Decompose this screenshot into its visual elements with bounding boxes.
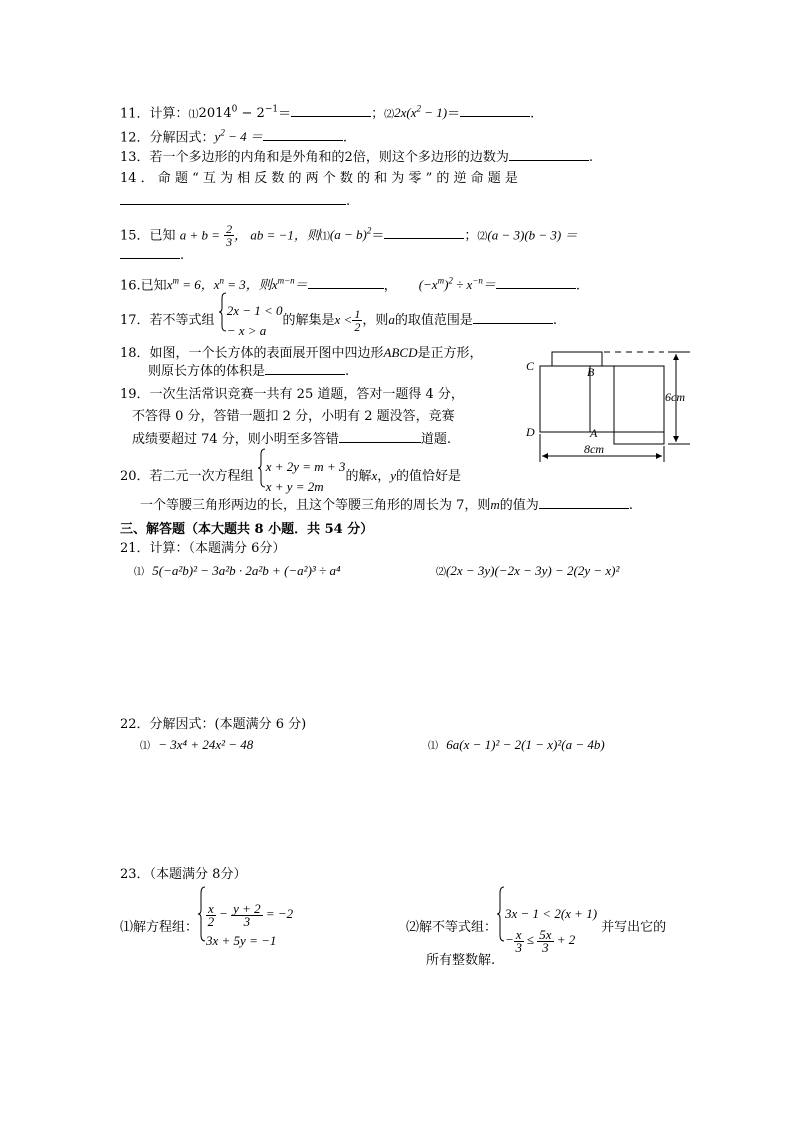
inequality-system: 2x − 1 < 0 − x > a — [226, 302, 283, 338]
question-23-part1: ⑴解方程组： $\frac{x}{2}$ − $\frac{y + 2}{3}$ = −2 3x + 5y = −1 — [120, 886, 293, 969]
label-height: 6cm — [665, 390, 685, 404]
arrowheads — [542, 354, 679, 459]
question-22-part2: ⑴ 6a(x − 1)² − 2(1 − x)²(a − 4b) — [428, 737, 605, 752]
answer-blank[interactable] — [120, 246, 180, 259]
answer-blank[interactable] — [263, 128, 343, 141]
label-a: A — [590, 426, 598, 440]
question-18-line2: 则原长方体的体积是 . — [148, 364, 350, 379]
question-14-answer: . — [120, 192, 350, 211]
question-19-line3: 成绩要超过 74 分，则小明至多答错 道题. — [132, 432, 451, 447]
net-face — [614, 366, 664, 432]
cuboid-net-figure — [520, 346, 700, 466]
question-23-part2: ⑵解不等式组： 3x − 1 < 2(x + 1) − $\frac{x}{3}$ ≤ $\frac{5x}{3}$ + 2 并写出它的 — [406, 886, 666, 969]
net-face-bottom — [614, 432, 664, 444]
question-15-answer: . — [120, 246, 184, 265]
answer-blank[interactable] — [509, 148, 589, 161]
answer-blank[interactable] — [496, 276, 576, 289]
equation-system: $\frac{x}{2}$ − $\frac{y + 2}{3}$ = −2 3x + 5y = −1 — [206, 900, 294, 948]
answer-blank[interactable] — [120, 192, 346, 205]
question-19-line2: 不答得 0 分，答错一题扣 2 分，小明有 2 题没答，竞赛 — [132, 409, 455, 424]
question-20: 20．若二元一次方程组 x + 2y = m + 3 x + y = 2m 的解x，y的值恰好是 — [120, 448, 461, 505]
question-18: 18．如图，一个长方体的表面展开图中四边形ABCD是正方形， — [120, 345, 483, 361]
inequality-system: 3x − 1 < 2(x + 1) − $\frac{x}{3}$ ≤ $\frac{5x}{3}$ + 2 — [505, 906, 598, 955]
question-12: 12．分解因式：$y^2 - 4$ ＝ . — [120, 128, 347, 146]
question-16: 16.已知$x^m = 6$，$x^n = 3$，则$x^{m-n}=$ ， $(-x^m)^2 \div x^{-n}=$ . — [120, 276, 581, 294]
question-15: 15．已知 a + b = $\frac{2}{3}$ ， ab = −1，则⑴(a − b)$^2$＝ ；⑵(a − 3)(b − 3) ＝ — [120, 222, 578, 250]
label-width: 8cm — [584, 442, 604, 456]
label-b: B — [587, 365, 595, 379]
answer-blank[interactable] — [339, 430, 421, 443]
question-17: 17．若不等式组 2x − 1 < 0 − x > a 的解集是x < $\frac{1}{2}$ ，则a的取值范围是 . — [120, 292, 557, 349]
brace-icon — [219, 292, 227, 349]
answer-blank[interactable] — [308, 276, 384, 289]
question-19: 19．一次生活常识竞赛一共有 25 道题，答对一题得 4 分， — [120, 387, 464, 402]
brace-icon — [198, 886, 206, 969]
answer-blank[interactable] — [384, 226, 464, 239]
answer-blank[interactable] — [460, 104, 530, 117]
question-14: 14 ． 命 题 “ 互 为 相 反 数 的 两 个 数 的 和 为 零 ” 的 逆 命 题 是 — [120, 171, 518, 186]
question-11: 11．计算：$⑴2014^0 - 2^{-1}=$ ；$⑵2x(x^2 - 1)=$ . — [120, 104, 535, 122]
question-23-tail: 所有整数解. — [426, 953, 496, 968]
question-20-line2: 一个等腰三角形两边的长，且这个等腰三角形的周长为 7，则m的值为 . — [140, 497, 633, 513]
question-13: 13．若一个多边形的内角和是外角和的2倍，则这个多边形的边数为 . — [120, 150, 593, 165]
q11-expr1: $2014^0 - 2^{-1}$ — [198, 105, 279, 122]
net-face-abcd — [540, 366, 590, 432]
answer-blank[interactable] — [539, 496, 629, 509]
question-21-part1: ⑴ 5(−a²b)² − 3a²b · 2a²b + (−a²)³ ÷ a⁴ — [134, 563, 341, 578]
equation-system: x + 2y = m + 3 x + y = 2m — [265, 458, 346, 494]
question-23-title: 23．（本题满分 8分） — [120, 867, 247, 882]
fraction: $\frac{2}{3}$ — [226, 222, 233, 250]
label-d: D — [526, 425, 535, 439]
question-21-part2: ⑵(2x − 3y)(−2x − 3y) − 2(2y − x)² — [436, 563, 620, 578]
brace-icon — [497, 886, 505, 969]
question-21-title: 21．计算：（本题满分 6分） — [120, 541, 286, 556]
answer-blank[interactable] — [473, 311, 553, 324]
question-22-title: 22．分解因式：(本题满分 6 分) — [120, 717, 307, 732]
answer-blank[interactable] — [291, 104, 371, 117]
label-c: C — [526, 359, 535, 373]
q11-expr2: $2x(x^2 - 1)$ — [394, 104, 448, 121]
question-22-part1: ⑴ − 3x⁴ + 24x² − 48 — [140, 737, 254, 752]
net-face-top — [552, 352, 602, 366]
answer-blank[interactable] — [265, 362, 345, 375]
fraction: $\frac{1}{2}$ — [354, 307, 361, 334]
section-title: 三、解答题（本大题共 8 小题．共 54 分） — [120, 522, 374, 537]
